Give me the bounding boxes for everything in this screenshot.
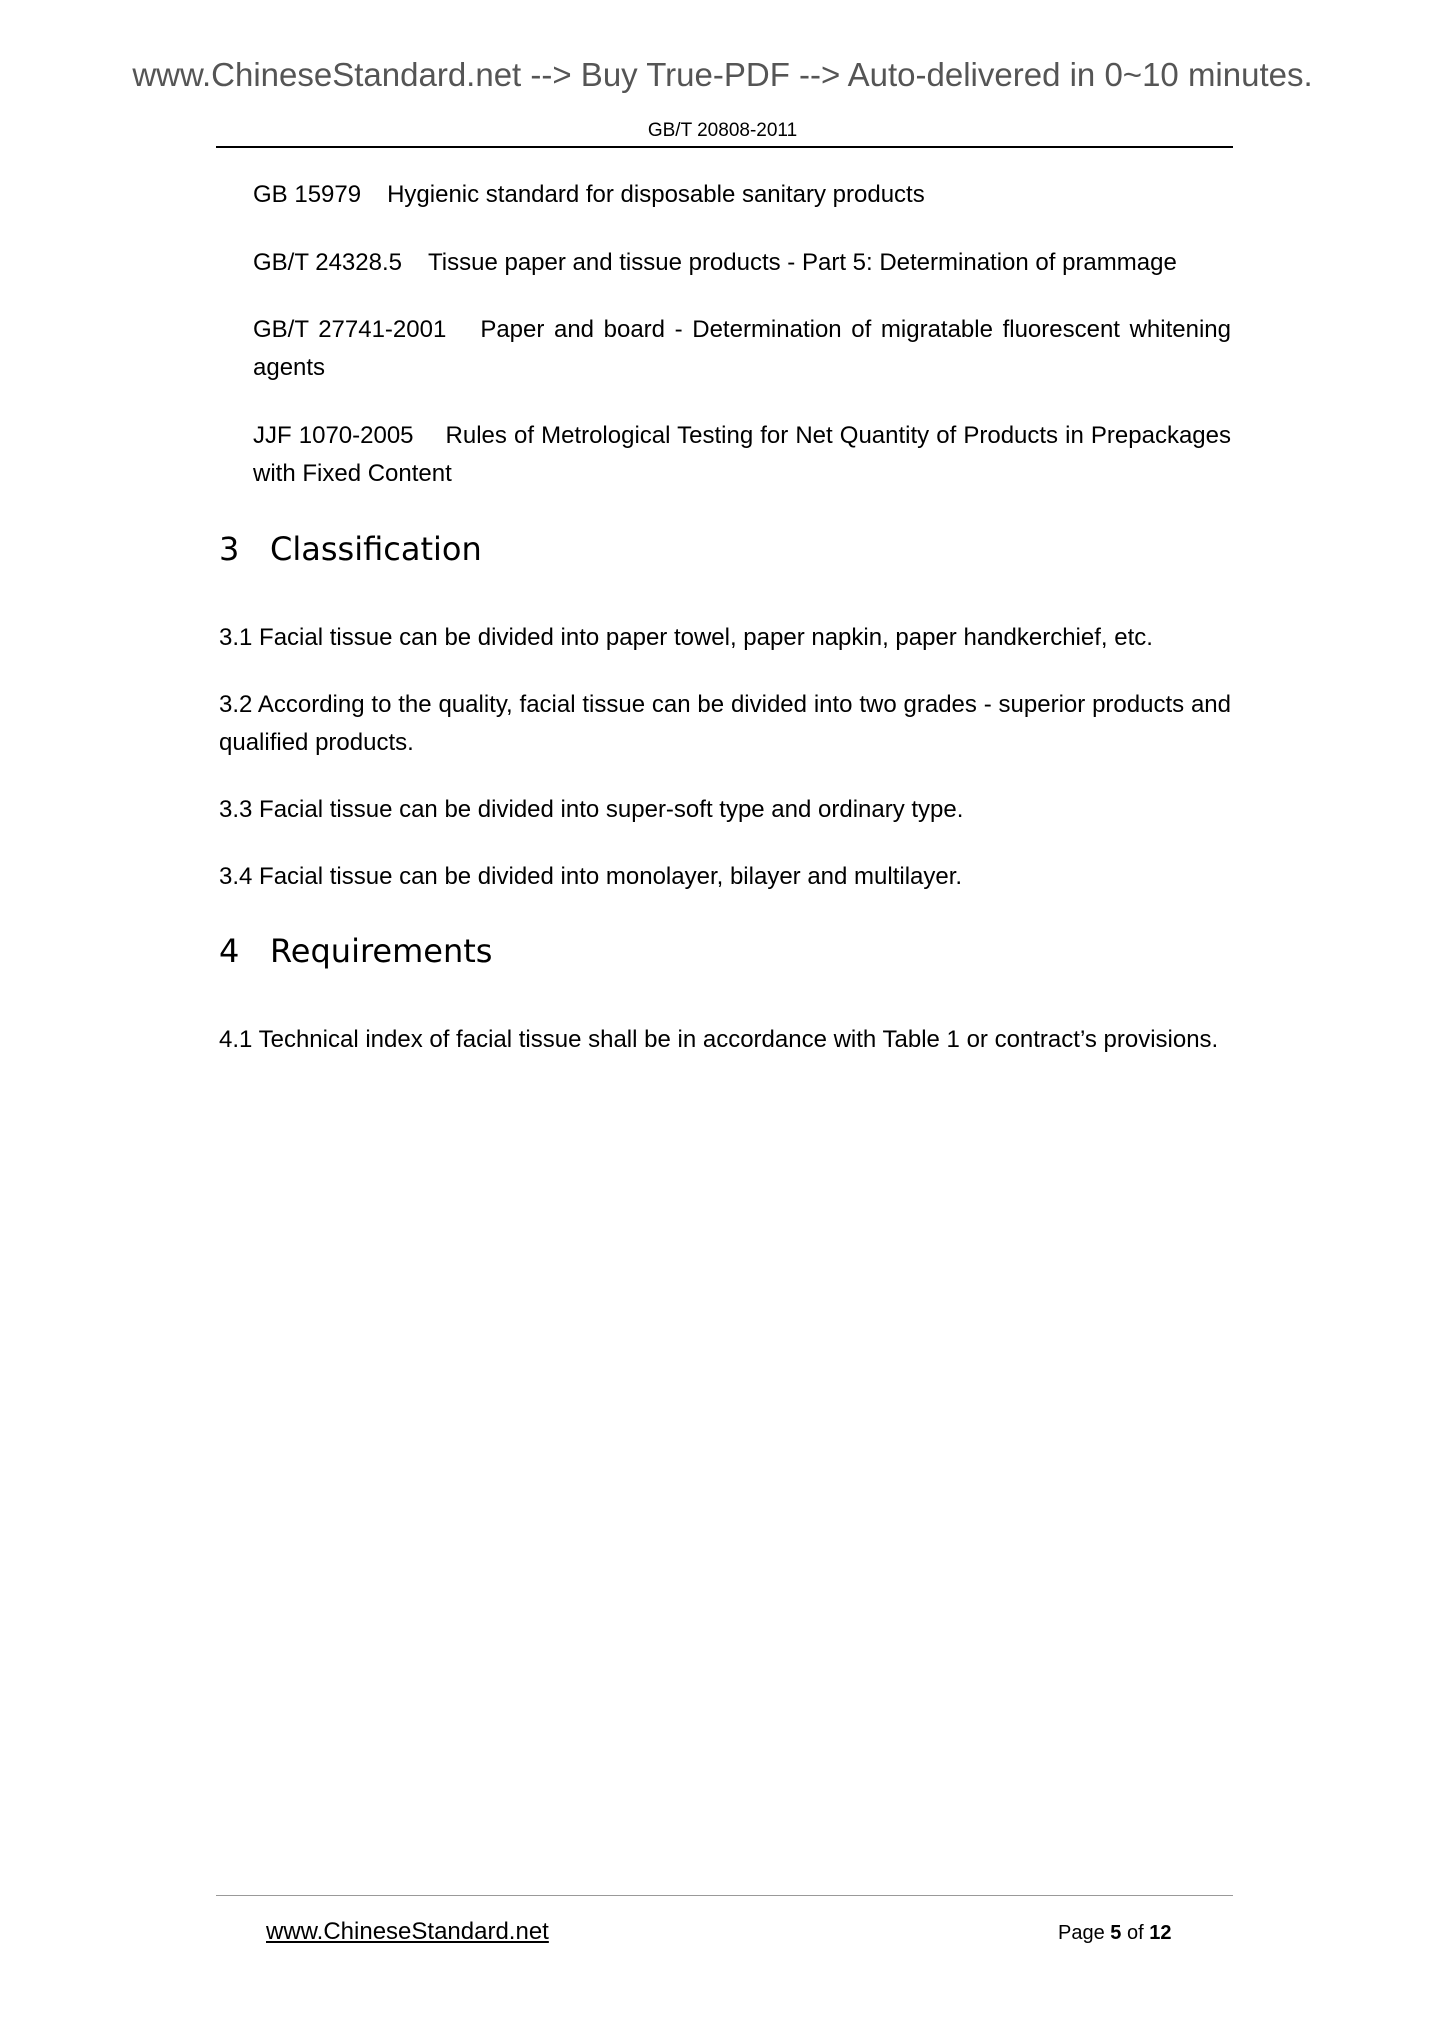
- section-heading-classification: [219, 530, 482, 568]
- clause-3-1: 3.1 Facial tissue can be divided into paper towel, paper napkin, paper handkerchief, etc.: [219, 624, 1153, 651]
- reference-title: Paper and board - Determination of migratable fluorescent whitening agents: [253, 316, 1232, 381]
- reference-code: GB/T 27741-2001: [253, 316, 447, 343]
- clause-3-3: 3.3 Facial tissue can be divided into super-soft type and ordinary type.: [219, 796, 964, 823]
- reference-code: GB 15979: [253, 181, 362, 208]
- top-banner: www.ChineseStandard.net --> Buy True-PDF --> Auto-delivered in 0~10 minutes.: [132, 56, 1313, 93]
- reference-code: GB/T 24328.5: [253, 249, 402, 276]
- reference-item: [253, 244, 1231, 282]
- clause-3-2: 3.2 According to the quality, facial tissue can be divided into two grades - superior products and qualified products.: [219, 691, 1231, 756]
- reference-title: Tissue paper and tissue products - Part 5: Determination of prammage: [428, 249, 1177, 276]
- running-header-code: GB/T 20808-2011: [647, 120, 798, 141]
- page-total: 12: [1149, 1922, 1172, 1944]
- reference-title: Hygienic standard for disposable sanitary products: [387, 181, 925, 208]
- page-label: Page: [1058, 1922, 1105, 1944]
- section-title: Requirements: [270, 932, 493, 970]
- reference-item: [253, 311, 1231, 387]
- section-number: 4: [219, 932, 240, 970]
- page-number: [1058, 1922, 1171, 1945]
- reference-item: [253, 176, 1231, 214]
- footer-website-link[interactable]: www.ChineseStandard.net: [266, 1918, 549, 1945]
- section-heading-requirements: [219, 932, 492, 970]
- clause-4-1: 4.1 Technical index of facial tissue shall be in accordance with Table 1 or contract’s provisions.: [219, 1026, 1219, 1053]
- reference-item: [253, 417, 1231, 493]
- page-current: 5: [1110, 1922, 1122, 1944]
- section-number: 3: [219, 530, 240, 568]
- header-rule: [216, 146, 1233, 148]
- footer-rule: [216, 1895, 1233, 1896]
- reference-title: Rules of Metrological Testing for Net Quantity of Products in Prepackages with Fixed Content: [253, 422, 1231, 487]
- page-of: of: [1126, 1922, 1144, 1944]
- section-title: Classification: [270, 530, 482, 568]
- clause-3-4: 3.4 Facial tissue can be divided into monolayer, bilayer and multilayer.: [219, 863, 963, 890]
- reference-code: JJF 1070-2005: [253, 422, 414, 449]
